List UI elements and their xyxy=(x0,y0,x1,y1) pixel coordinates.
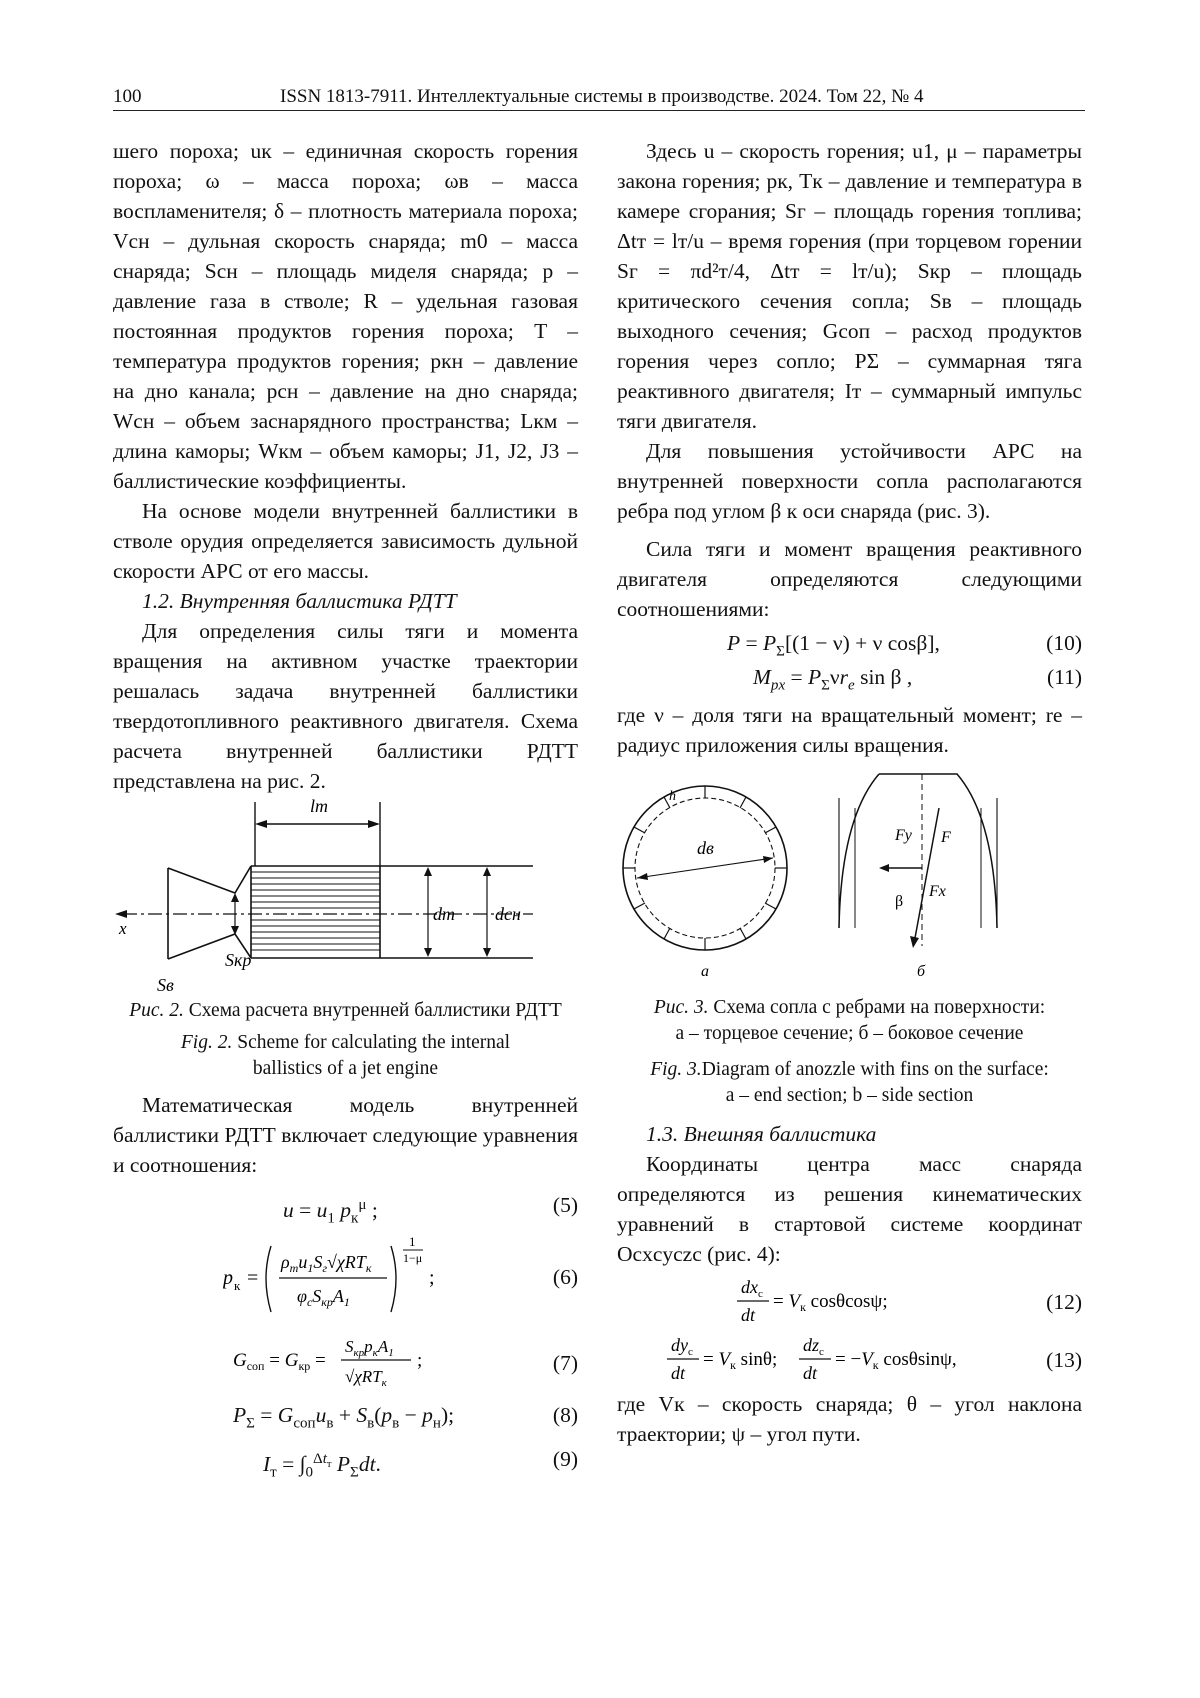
svg-text:= −Vк cosθsinψ,: = $-V_к$ cosθsinψ, xyxy=(835,1349,957,1372)
svg-text:Gсоп = Gкр =: $G_{соп} = G_{кр}$ = xyxy=(233,1350,326,1373)
paragraph-thrust: Сила тяги и момент вращения реактивного двигателя определяются следующими соотношениями: xyxy=(617,537,1082,621)
svg-text:√χRTк: √χRT$_к$ xyxy=(345,1367,387,1389)
label-dsn: dсн xyxy=(495,904,521,924)
svg-text:1: 1 xyxy=(409,1234,416,1249)
svg-text:1−μ: 1−μ xyxy=(403,1251,423,1265)
paragraph-coordinates: Координаты центра масс снаряда определяются из решения кинематических уравнений в стартовой системе координат Ocxcyczc (рис. 4): xyxy=(617,1152,1082,1266)
svg-text:;: ; xyxy=(429,1267,435,1289)
equation-5: $u = u_1$ $p_к^\mu$ ; (5) xyxy=(113,1190,578,1224)
eq10-number: (10) xyxy=(1046,631,1082,655)
fig3-en-line2: a – end section; b – side section xyxy=(725,1085,974,1106)
label-h: h xyxy=(669,789,676,804)
paragraph-math-model: Математическая модель внутренней баллистики РДТТ включает следующие уравнения и соотношения: xyxy=(113,1093,578,1177)
svg-text:dzс: $dz_с$ xyxy=(803,1335,824,1358)
running-header xyxy=(113,86,1085,111)
label-lt: lт xyxy=(310,796,328,816)
right-column xyxy=(617,136,1082,1449)
figure-3-caption-en xyxy=(617,1057,1082,1109)
fig3-ru-line2: а – торцевое сечение; б – боковое сечение xyxy=(675,1023,1024,1044)
fig2-en-text: Scheme for calculating the internal ballistics of a jet engine xyxy=(237,1032,511,1079)
label-dv: dв xyxy=(697,838,714,858)
page-number: 100 xyxy=(113,86,142,107)
fig2-ru-label: Рис. 2. xyxy=(129,1000,184,1021)
left-column xyxy=(113,136,578,1482)
section-heading-1-2: 1.2. Внутренняя баллистика РДТТ xyxy=(142,589,457,613)
svg-text:dyс: $dy_с$ xyxy=(671,1335,693,1358)
paragraph-nu: где ν – доля тяги на вращательный момент; re – радиус приложения силы вращения. xyxy=(617,703,1082,757)
equation-9: $I_т = \int_0^{\Delta t_т}$ $P_\Sigma dt$. (9) xyxy=(113,1438,578,1482)
svg-text:SкрpкA1: $S_{кр}p_кA_1$ xyxy=(345,1337,394,1359)
fig3-ru-label: Рис. 3. xyxy=(653,997,709,1018)
equation-8: $P_\Sigma = G_{соп}u_в + S_в(p_в - p_н)$; (8) xyxy=(113,1400,578,1434)
svg-text:dt: dt xyxy=(741,1305,756,1325)
figure-3-nozzle-fins xyxy=(617,768,1082,983)
paragraph-stability: Для повышения устойчивости АРС на внутренней поверхности сопла располагаются ребра под углом β к оси снаряда (рис. 3). xyxy=(617,439,1082,523)
eq7-number: (7) xyxy=(552,1351,578,1375)
paragraph-model: На основе модели внутренней баллистики в стволе орудия определяется зависимость дульной скорости АРС от его массы. xyxy=(113,499,578,583)
label-fy: Fy xyxy=(895,827,912,844)
svg-text:= Vк sinθ;: = $V_к$ sinθ; xyxy=(703,1349,778,1372)
journal-title: ISSN 1813-7911. Интеллектуальные системы в производстве. 2024. Том 22, № 4 xyxy=(280,86,924,107)
eq12-number: (12) xyxy=(1046,1290,1082,1314)
eq9-number: (9) xyxy=(552,1447,578,1471)
eq5-number: (5) xyxy=(552,1193,578,1217)
svg-text:p: p xyxy=(223,1267,233,1289)
eq6-number: (6) xyxy=(552,1265,578,1289)
label-sv: Sв xyxy=(157,975,174,995)
fig3-ru-line1: Схема сопла с ребрами на поверхности: xyxy=(713,997,1046,1018)
fig2-en-label: Fig. 2. xyxy=(180,1032,233,1053)
label-skr: Sкр xyxy=(225,950,252,970)
label-b: б xyxy=(917,963,926,980)
svg-text:dxс: $dx_с$ xyxy=(741,1277,763,1300)
figure-2-caption-ru xyxy=(113,998,578,1024)
eq13-number: (13) xyxy=(1046,1348,1082,1372)
svg-text:=: = xyxy=(247,1267,259,1289)
label-f: F xyxy=(941,829,951,846)
svg-text:dt: dt xyxy=(803,1363,818,1383)
label-fx: Fx xyxy=(929,883,946,900)
equation-10: $P = P_\Sigma[(1 - \nu) + \nu$ cosβ], (10) xyxy=(617,628,1082,662)
label-dt: dт xyxy=(433,904,455,924)
svg-text:φсSкрA1: $\varphi_сS_{кр}A_1$ xyxy=(297,1286,350,1309)
eq11-number: (11) xyxy=(1046,665,1082,689)
paragraph-definitions: Здесь u – скорость горения; u1, μ – параметры закона горения; pк, Tк – давление и температура в камере сгорания; Sг – площадь горения топлива; Δtт = lт/u – время горения (при торцевом горении Sг = πd²т/4, Δtт = lт/u); Sкр – площадь критического сечения сопла; Sв – площадь выходного сечения; Gсоп – расход продуктов горения через сопло; PΣ – суммарная тяга реактивного двигателя; Iт – суммарный импульс тяги двигателя. xyxy=(617,139,1082,433)
svg-text:= Vк cosθcosψ;: = $V_к$ cosθcosψ; xyxy=(773,1291,888,1314)
svg-text:dt: dt xyxy=(671,1363,686,1383)
eq8-number: (8) xyxy=(552,1403,578,1427)
label-beta: β xyxy=(895,893,904,910)
section-heading-1-3: 1.3. Внешняя баллистика xyxy=(646,1122,877,1146)
equation-13 xyxy=(617,1333,1082,1385)
equation-12 xyxy=(617,1275,1082,1327)
figure-2-caption-en xyxy=(113,1030,578,1082)
svg-text:к: к xyxy=(234,1278,241,1293)
svg-text:;: ; xyxy=(417,1350,423,1371)
equation-6 xyxy=(113,1232,578,1324)
fig3-en-line1: Diagram of anozzle with fins on the surface: xyxy=(701,1059,1049,1080)
fig3-en-label: Fig. 3. xyxy=(650,1059,702,1080)
svg-text:ρтu1Sг√χRTк: $\rho_тu_1S_г√\chi RT_к$ xyxy=(281,1252,372,1275)
fig2-ru-text: Схема расчета внутренней баллистики РДТТ xyxy=(188,1000,562,1021)
figure-2-srm-scheme xyxy=(113,796,578,996)
equation-7 xyxy=(113,1332,578,1394)
paragraph-notation: шего пороха; uк – единичная скорость горения пороха; ω – масса пороха; ωв – масса воспламенителя; δ – плотность материала пороха; Vсн – дульная скорость снаряда; m0 – масса снаряда; Sсн – площадь миделя снаряда; p – давление газа в стволе; R – удельная газовая постоянная продуктов горения пороха; T – температура продуктов горения; pкн – давление на дно канала; pсн – давление на дно снаряда; Wсн – объем заснарядного пространства; Lкм – длина каморы; Wкм – объем каморы; J1, J2, J3 – баллистические коэффициенты. xyxy=(113,139,578,493)
label-x: x xyxy=(119,919,127,938)
paragraph-vk: где Vк – скорость снаряда; θ – угол наклона траектории; ψ – угол пути. xyxy=(617,1392,1082,1446)
paragraph-srm: Для определения силы тяги и момента вращения на активном участке траектории решалась задача внутренней баллистики твердотопливного реактивного двигателя. Схема расчета внутренней баллистики РДТТ представлена на рис. 2. xyxy=(113,619,578,793)
label-a: а xyxy=(701,963,709,980)
equation-11: $M_{px} = P_\Sigma\nu r_e$ sin β , (11) xyxy=(617,662,1082,696)
figure-3-caption-ru xyxy=(617,995,1082,1047)
